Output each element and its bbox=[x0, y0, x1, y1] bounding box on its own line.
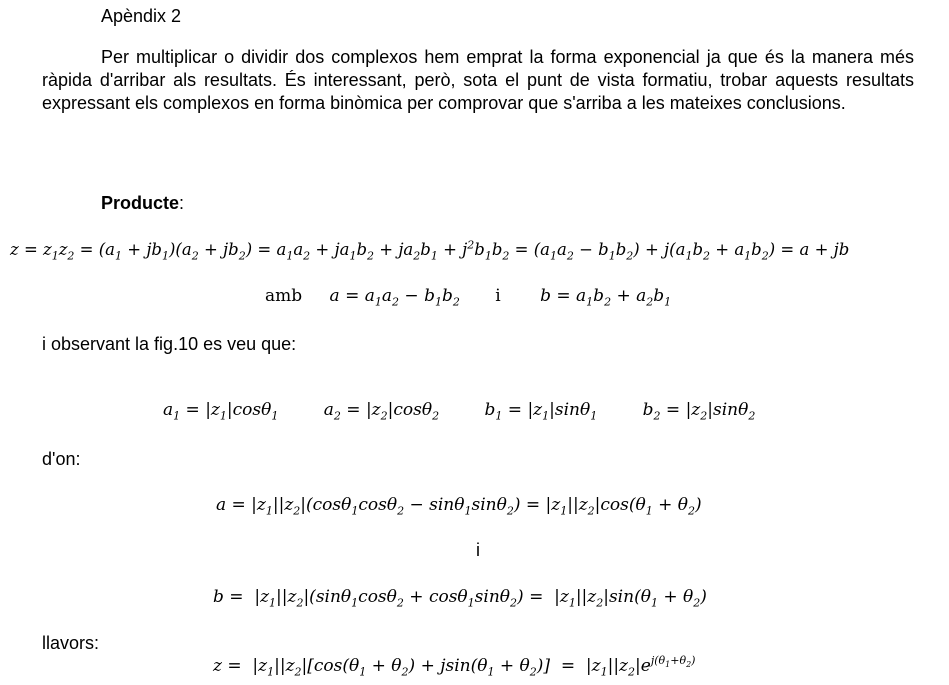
final-equation: $z = |z_1||z_2|[\cos(\theta_1 + \theta_2) + jsin(\theta_1 + \theta_2)] = |z_1||z_2|e^{j(\theta_1+\theta_2)}$ bbox=[213, 654, 696, 679]
section-heading-text: Producte bbox=[101, 193, 180, 213]
word-amb: amb bbox=[265, 286, 303, 306]
section-heading-colon: : bbox=[179, 193, 185, 213]
intro-paragraph: Per multiplicar o dividir dos complexos hem emprat la forma exponencial ja que és la manera més ràpida d'arribar als resultats. És interessant, però, sota el punt de vista formatiu, trobar aquests resultats expressant els complexos en forma binòmica per comprovar que s'arriba a les mateixes conclusions. bbox=[42, 47, 914, 113]
product-equation: $z = z_1z_2 = (a_1 + jb_1)(a_2 + jb_2) = a_1a_2 + ja_1b_2 + ja_2b_1 + j^2b_1b_2 = (a_1a_2 - b_1b_2) + j(a_1b_2 + a_1b_2) = a$ + jb bbox=[10, 238, 850, 263]
appendix-title: Apèndix 2 bbox=[101, 6, 182, 26]
don-text: d'on: bbox=[42, 449, 81, 469]
section-heading bbox=[101, 193, 184, 214]
amb-definition-line: amb $a = a_1a_2 - b_1b_2$ i $b = a_1b_2 + a_2b_1$ bbox=[265, 286, 672, 309]
observe-text: i observant la fig.10 es veu que: bbox=[42, 334, 297, 354]
word-i-inline: i bbox=[495, 286, 501, 306]
components-equation: $a_1 = |z_1|\cos\theta_1$ $a_2 = |z_2|\cos\theta_2$ $b_1 = |z_1|\sin\theta_1$ $b_2 = |z_2|\sin\theta_2$ bbox=[163, 400, 756, 423]
llavors-text: llavors: bbox=[42, 633, 100, 653]
b-equation: $b = |z_1||z_2|(\sin\theta_1\cos\theta_2 + \cos\theta_1\sin\theta_2) = |z_1||z_2|\sin(\theta_1 + \theta_2)$ bbox=[213, 587, 707, 610]
a-equation: $a = |z_1||z_2|(\cos\theta_1\cos\theta_2 - \sin\theta_1\sin\theta_2) = |z_1||z_2|\cos(\theta_1 + \theta_2)$ bbox=[216, 495, 702, 518]
word-i-separator: i bbox=[476, 540, 480, 560]
